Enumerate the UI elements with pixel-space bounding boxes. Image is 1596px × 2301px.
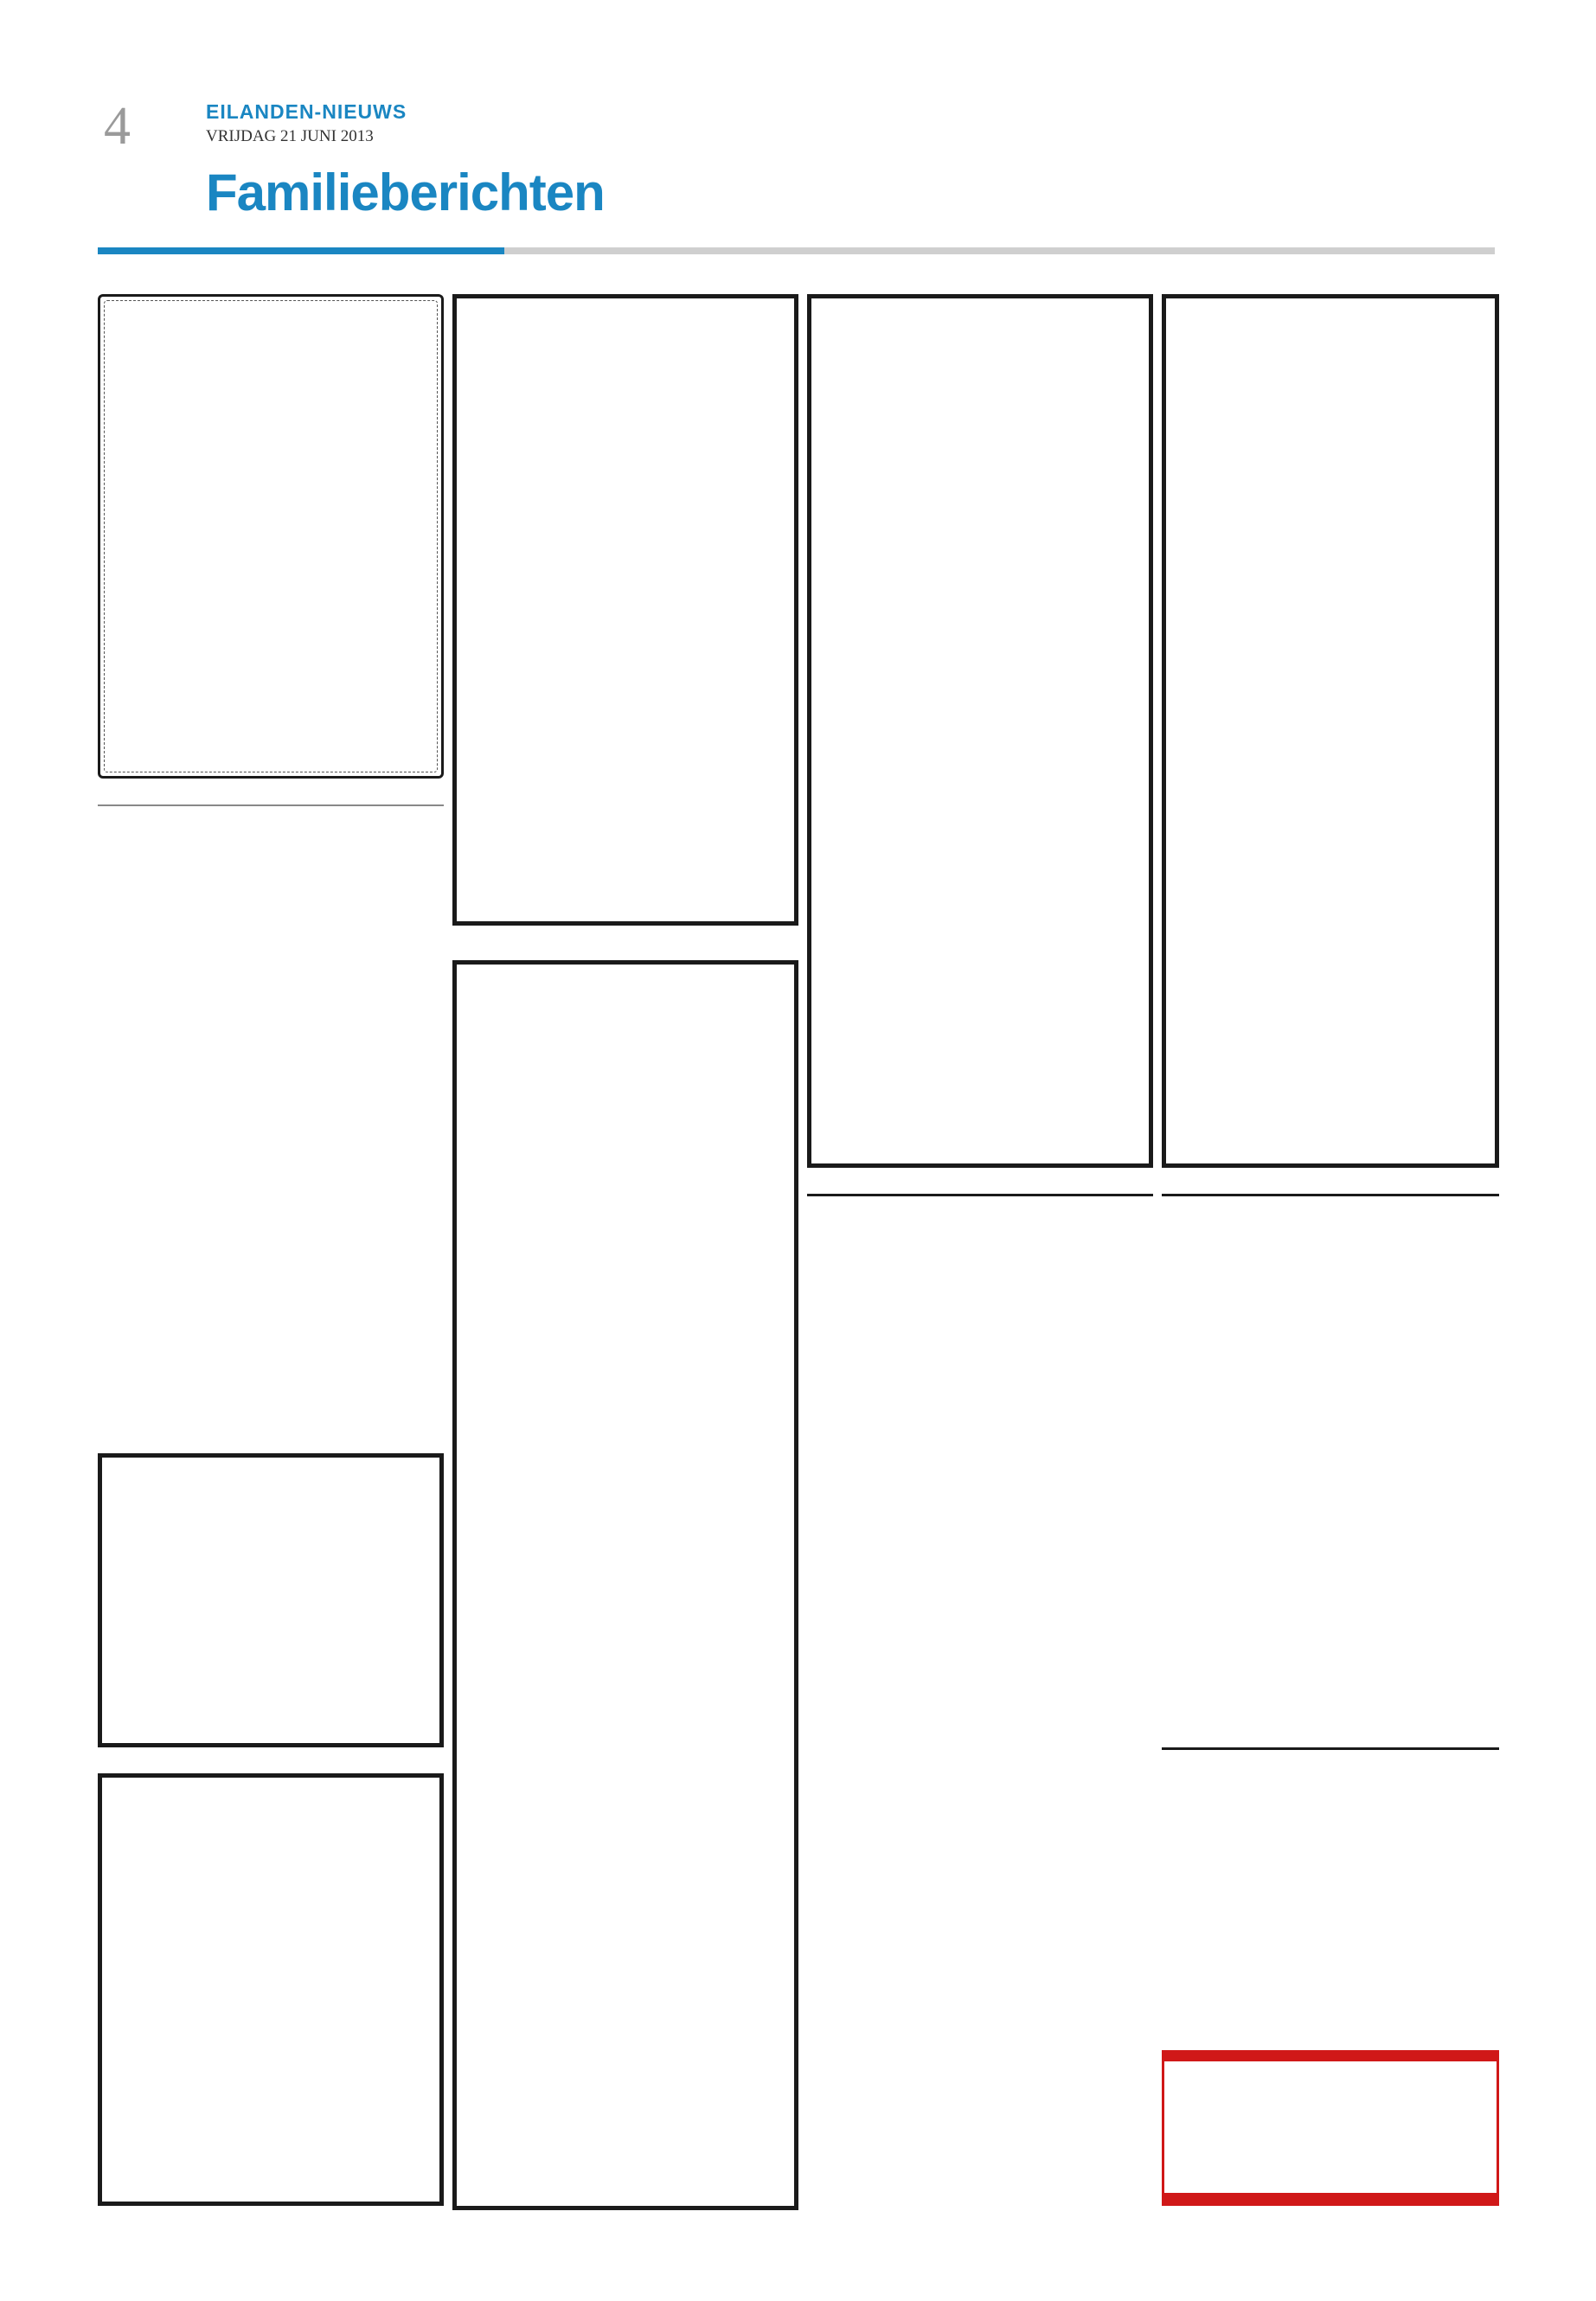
advertisement [1162, 2050, 1499, 2206]
issue-date: VRIJDAG 21 JUNI 2013 [206, 127, 374, 145]
newspaper-name: EILANDEN-NIEUWS [206, 100, 407, 123]
news-article [807, 1194, 1153, 2210]
advertisement-tagline [1164, 2193, 1497, 2203]
advertisement-details [1164, 2061, 1497, 2075]
section-title: Familieberichten [206, 163, 605, 221]
page-number: 4 [104, 97, 131, 156]
section-rule-accent [98, 247, 504, 254]
column-3 [807, 294, 1153, 2210]
death-notice [452, 294, 798, 926]
advertiser-name [1164, 2053, 1497, 2061]
column-4 [1162, 294, 1499, 2210]
death-notice [98, 1453, 444, 1747]
death-notice [452, 960, 798, 2210]
column-1 [98, 294, 444, 2210]
news-article [1162, 1194, 1499, 1741]
column-2 [452, 294, 798, 2210]
death-notice [807, 294, 1153, 1168]
section-rule [504, 247, 1495, 254]
wedding-notice [98, 294, 444, 779]
anniversary-notice [98, 804, 444, 1427]
death-notice [1162, 294, 1499, 1168]
death-notice [98, 1773, 444, 2206]
